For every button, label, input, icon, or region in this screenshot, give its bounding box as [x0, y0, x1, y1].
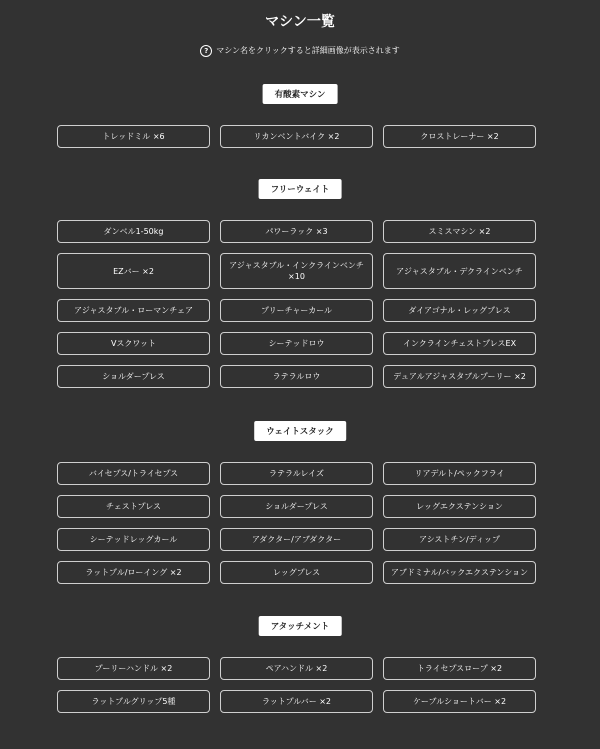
machine-button[interactable]: ラットプルバー ×2: [220, 690, 373, 713]
machine-button[interactable]: ラテラルレイズ: [220, 462, 373, 485]
machine-button[interactable]: ラットプル/ローイング ×2: [57, 561, 210, 584]
machine-button[interactable]: ダイアゴナル・レッグプレス: [383, 299, 536, 322]
machine-button[interactable]: シーテッドレッグカール: [57, 528, 210, 551]
machine-button[interactable]: ラテラルロウ: [220, 365, 373, 388]
machine-button[interactable]: シーテッドロウ: [220, 332, 373, 355]
machine-grid-aerobic: [57, 125, 535, 148]
machine-button[interactable]: レッグプレス: [220, 561, 373, 584]
machine-button[interactable]: プリーチャーカール: [220, 299, 373, 322]
machine-button[interactable]: トライセプスロープ ×2: [383, 657, 536, 680]
section-label-attachments: アタッチメント: [259, 616, 342, 636]
machine-button[interactable]: インクラインチェストプレスEX: [383, 332, 536, 355]
machine-button[interactable]: Vスクワット: [57, 332, 210, 355]
machine-button[interactable]: クロストレーナー ×2: [383, 125, 536, 148]
hint-text: マシン名をクリックすると詳細画像が表示されます: [216, 46, 400, 55]
section-label-free-weight: フリーウェイト: [259, 179, 342, 199]
machine-button[interactable]: チェストプレス: [57, 495, 210, 518]
machine-button[interactable]: ショルダープレス: [57, 365, 210, 388]
machine-button[interactable]: ラットプルグリップ5種: [57, 690, 210, 713]
machine-button[interactable]: ショルダープレス: [220, 495, 373, 518]
section-label-aerobic: 有酸素マシン: [263, 84, 338, 104]
machine-grid-attachments: [57, 657, 535, 713]
machine-button[interactable]: アジャスタブル・ローマンチェア: [57, 299, 210, 322]
machine-button[interactable]: アブドミナル/バックエクステンション: [383, 561, 536, 584]
machine-button[interactable]: ペアハンドル ×2: [220, 657, 373, 680]
machine-button[interactable]: デュアルアジャスタブルプーリー ×2: [383, 365, 536, 388]
machine-button[interactable]: EZバー ×2: [57, 253, 210, 289]
machine-button[interactable]: ダンベル1-50kg: [57, 220, 210, 243]
machine-button[interactable]: パワーラック ×3: [220, 220, 373, 243]
machine-button[interactable]: アシストチン/ディップ: [383, 528, 536, 551]
machine-button[interactable]: トレッドミル ×6: [57, 125, 210, 148]
machine-button[interactable]: リアデルト/ペックフライ: [383, 462, 536, 485]
machine-button[interactable]: アジャスタブル・デクラインベンチ: [383, 253, 536, 289]
page-title: マシン一覧: [265, 14, 335, 30]
machine-grid-free-weight: [57, 220, 535, 388]
hint: [0, 44, 600, 58]
machine-button[interactable]: ケーブルショートバー ×2: [383, 690, 536, 713]
machine-button[interactable]: バイセプス/トライセプス: [57, 462, 210, 485]
machine-button[interactable]: リカンベントバイク ×2: [220, 125, 373, 148]
machine-button[interactable]: アダクター/アブダクター: [220, 528, 373, 551]
machine-button[interactable]: アジャスタブル・インクラインベンチ ×10: [220, 253, 373, 289]
machine-button[interactable]: スミスマシン ×2: [383, 220, 536, 243]
section-label-weight-stack: ウェイトスタック: [254, 421, 346, 441]
help-icon: ?: [200, 45, 212, 57]
machine-button[interactable]: レッグエクステンション: [383, 495, 536, 518]
machine-button[interactable]: プーリーハンドル ×2: [57, 657, 210, 680]
machine-grid-weight-stack: [57, 462, 535, 584]
